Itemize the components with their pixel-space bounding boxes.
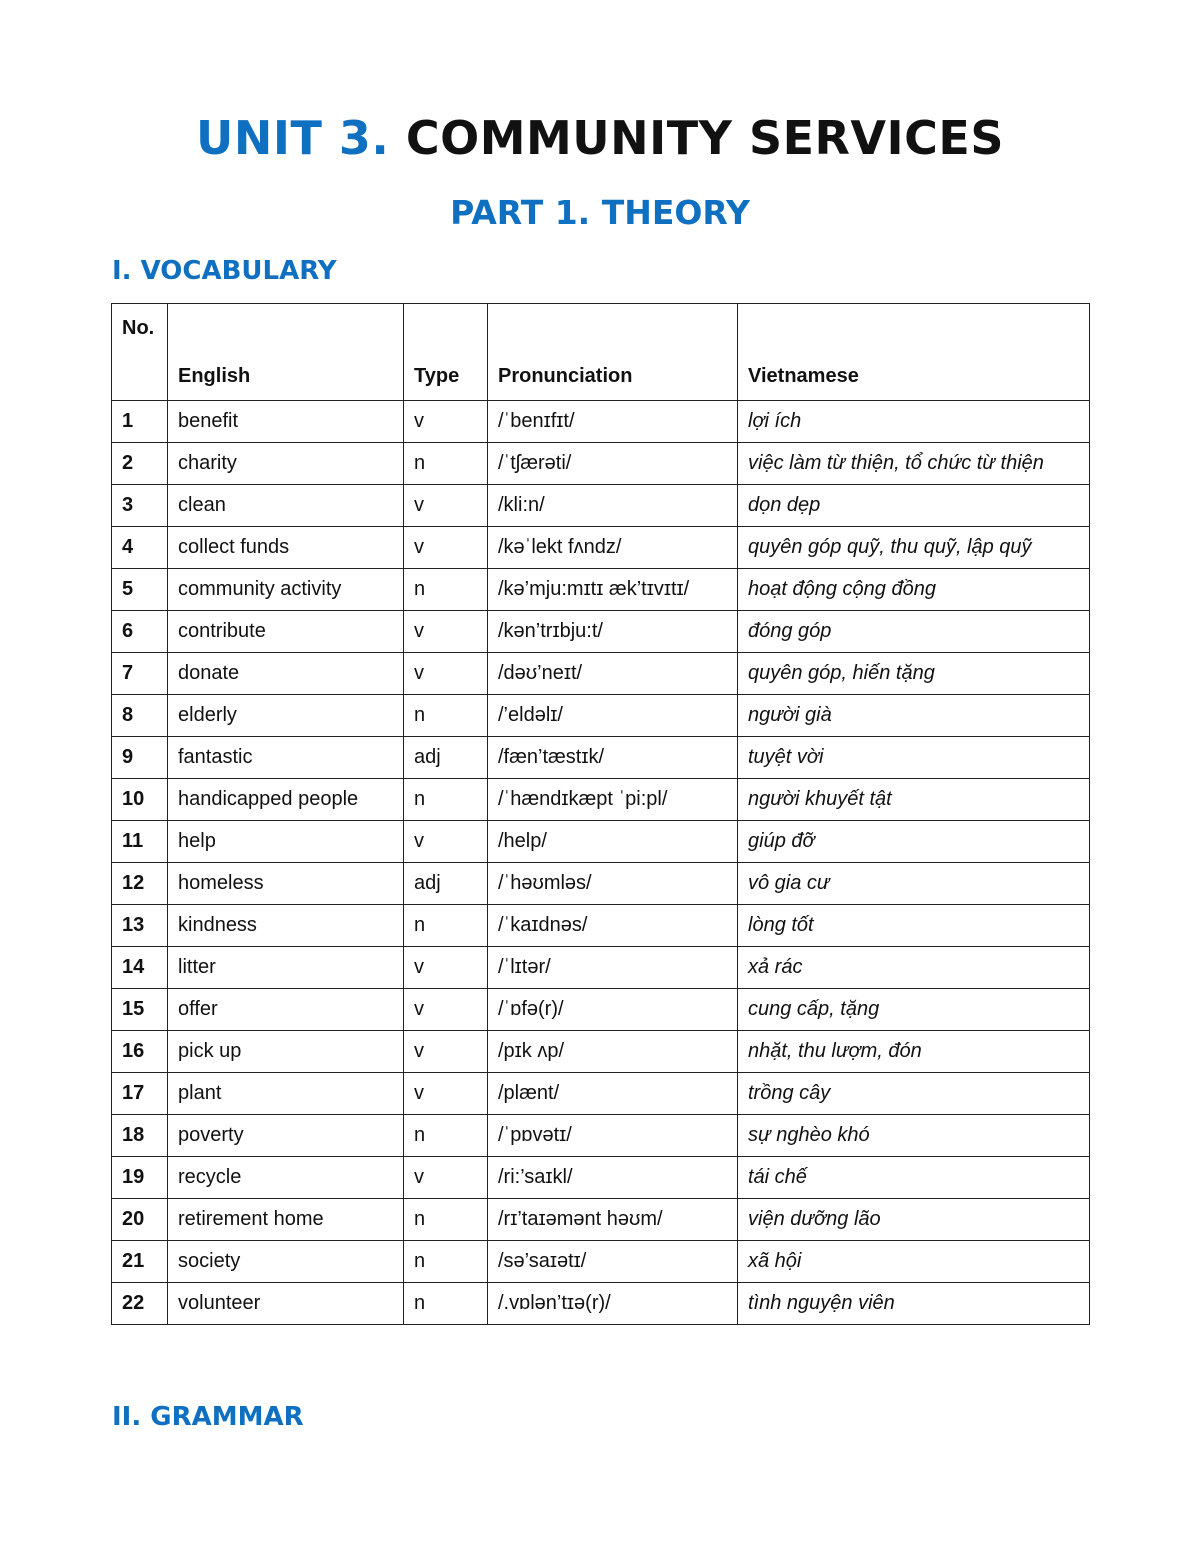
cell-no: 12 [112,863,168,905]
cell-no: 19 [112,1157,168,1199]
cell-english: pick up [168,1031,404,1073]
cell-pronunciation: /pɪk ʌp/ [488,1031,738,1073]
cell-no: 1 [112,401,168,443]
cell-type: n [404,1283,488,1325]
header-no: No. [112,304,168,401]
cell-pronunciation: /ˈkaɪdnəs/ [488,905,738,947]
cell-english: elderly [168,695,404,737]
table-row [112,401,1090,443]
table-row [112,737,1090,779]
cell-vietnamese: xả rác [738,947,1090,989]
table-row [112,779,1090,821]
cell-english: fantastic [168,737,404,779]
unit-name: COMMUNITY SERVICES [405,111,1004,165]
cell-english: poverty [168,1115,404,1157]
cell-no: 18 [112,1115,168,1157]
table-row [112,905,1090,947]
cell-type: adj [404,737,488,779]
table-row [112,443,1090,485]
table-row [112,1073,1090,1115]
cell-vietnamese: nhặt, thu lượm, đón [738,1031,1090,1073]
cell-type: n [404,569,488,611]
cell-no: 10 [112,779,168,821]
table-row [112,1241,1090,1283]
cell-no: 8 [112,695,168,737]
table-row [112,863,1090,905]
header-type: Type [404,304,488,401]
cell-pronunciation: /ˈlɪtər/ [488,947,738,989]
cell-no: 20 [112,1199,168,1241]
cell-vietnamese: tái chế [738,1157,1090,1199]
cell-vietnamese: dọn dẹp [738,485,1090,527]
cell-vietnamese: viện dưỡng lão [738,1199,1090,1241]
cell-pronunciation: /ri:’saɪkl/ [488,1157,738,1199]
header-vietnamese: Vietnamese [738,304,1090,401]
grammar-heading: II. GRAMMAR [112,1402,304,1432]
cell-type: v [404,485,488,527]
cell-no: 7 [112,653,168,695]
cell-type: n [404,695,488,737]
table-row [112,527,1090,569]
vocabulary-heading: I. VOCABULARY [112,256,337,286]
cell-english: kindness [168,905,404,947]
cell-pronunciation: /kə’mju:mɪtɪ æk’tɪvɪtɪ/ [488,569,738,611]
cell-type: n [404,905,488,947]
table-row [112,653,1090,695]
cell-type: n [404,1199,488,1241]
cell-vietnamese: xã hội [738,1241,1090,1283]
cell-type: n [404,779,488,821]
cell-english: collect funds [168,527,404,569]
cell-no: 14 [112,947,168,989]
cell-type: v [404,611,488,653]
cell-english: help [168,821,404,863]
table-row [112,1031,1090,1073]
cell-english: homeless [168,863,404,905]
header-english: English [168,304,404,401]
cell-english: litter [168,947,404,989]
unit-label: UNIT 3. [196,111,390,165]
cell-english: charity [168,443,404,485]
cell-vietnamese: tuyệt vời [738,737,1090,779]
cell-vietnamese: tình nguyện viên [738,1283,1090,1325]
table-row [112,1199,1090,1241]
cell-english: community activity [168,569,404,611]
table-header-row [112,304,1090,401]
cell-type: v [404,401,488,443]
cell-vietnamese: lòng tốt [738,905,1090,947]
table-row [112,611,1090,653]
cell-vietnamese: người khuyết tật [738,779,1090,821]
table-row [112,1157,1090,1199]
cell-type: adj [404,863,488,905]
cell-no: 17 [112,1073,168,1115]
cell-english: benefit [168,401,404,443]
cell-vietnamese: việc làm từ thiện, tổ chức từ thiện [738,443,1090,485]
cell-english: contribute [168,611,404,653]
cell-type: v [404,653,488,695]
cell-pronunciation: /kən’trɪbju:t/ [488,611,738,653]
cell-type: n [404,1241,488,1283]
cell-vietnamese: đóng góp [738,611,1090,653]
cell-english: volunteer [168,1283,404,1325]
cell-type: v [404,821,488,863]
cell-no: 21 [112,1241,168,1283]
table-row [112,947,1090,989]
cell-type: v [404,1031,488,1073]
table-row [112,1283,1090,1325]
cell-vietnamese: hoạt động cộng đồng [738,569,1090,611]
cell-type: v [404,947,488,989]
page-title [0,108,1200,168]
cell-vietnamese: lợi ích [738,401,1090,443]
cell-type: v [404,1073,488,1115]
cell-no: 11 [112,821,168,863]
cell-english: plant [168,1073,404,1115]
cell-no: 13 [112,905,168,947]
cell-type: n [404,443,488,485]
table-row [112,485,1090,527]
cell-english: society [168,1241,404,1283]
cell-english: recycle [168,1157,404,1199]
cell-pronunciation: /help/ [488,821,738,863]
cell-type: n [404,1115,488,1157]
cell-english: offer [168,989,404,1031]
cell-no: 22 [112,1283,168,1325]
cell-no: 4 [112,527,168,569]
cell-pronunciation: /ˈɒfə(r)/ [488,989,738,1031]
cell-no: 6 [112,611,168,653]
cell-pronunciation: /ˈtʃærəti/ [488,443,738,485]
cell-vietnamese: sự nghèo khó [738,1115,1090,1157]
vocabulary-table-body [112,401,1090,1325]
cell-pronunciation: /dəʊ’neɪt/ [488,653,738,695]
table-row [112,569,1090,611]
part-title: PART 1. THEORY [450,193,750,232]
cell-pronunciation: /ˈbenɪfɪt/ [488,401,738,443]
cell-type: v [404,527,488,569]
cell-english: handicapped people [168,779,404,821]
table-row [112,989,1090,1031]
cell-pronunciation: /’eldəlɪ/ [488,695,738,737]
cell-vietnamese: quyên góp quỹ, thu quỹ, lập quỹ [738,527,1090,569]
cell-pronunciation: /ˈhændɪkæpt ˈpi:pl/ [488,779,738,821]
cell-vietnamese: trồng cây [738,1073,1090,1115]
cell-pronunciation: /rɪ’taɪəmənt həʊm/ [488,1199,738,1241]
cell-pronunciation: /ˈpɒvətɪ/ [488,1115,738,1157]
cell-pronunciation: /.vɒlən’tɪə(r)/ [488,1283,738,1325]
cell-no: 9 [112,737,168,779]
cell-pronunciation: /kəˈlekt fʌndz/ [488,527,738,569]
header-pronunciation: Pronunciation [488,304,738,401]
cell-no: 3 [112,485,168,527]
cell-pronunciation: /ˈhəʊmləs/ [488,863,738,905]
cell-pronunciation: /fæn’tæstɪk/ [488,737,738,779]
vocabulary-table [111,303,1090,1325]
cell-no: 2 [112,443,168,485]
cell-vietnamese: quyên góp, hiến tặng [738,653,1090,695]
cell-pronunciation: /plænt/ [488,1073,738,1115]
cell-english: donate [168,653,404,695]
cell-no: 15 [112,989,168,1031]
cell-type: v [404,989,488,1031]
table-row [112,1115,1090,1157]
cell-pronunciation: /kli:n/ [488,485,738,527]
cell-pronunciation: /sə’saɪətɪ/ [488,1241,738,1283]
table-row [112,695,1090,737]
cell-no: 16 [112,1031,168,1073]
cell-vietnamese: người già [738,695,1090,737]
cell-english: clean [168,485,404,527]
table-row [112,821,1090,863]
cell-no: 5 [112,569,168,611]
cell-english: retirement home [168,1199,404,1241]
cell-vietnamese: cung cấp, tặng [738,989,1090,1031]
cell-type: v [404,1157,488,1199]
cell-vietnamese: vô gia cư [738,863,1090,905]
cell-vietnamese: giúp đỡ [738,821,1090,863]
